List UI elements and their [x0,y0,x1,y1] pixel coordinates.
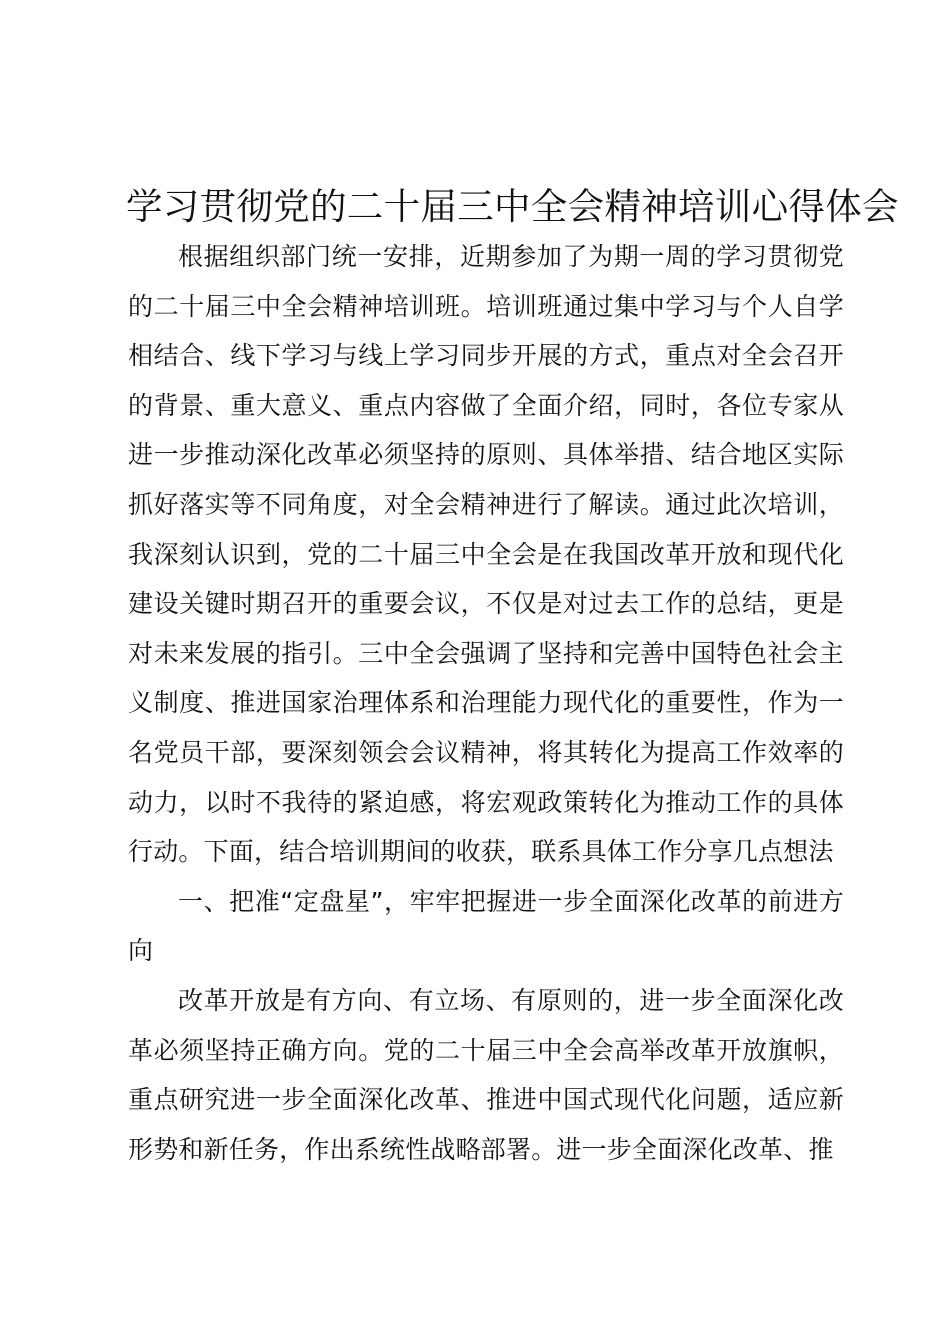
document-title: 学习贯彻党的二十届三中全会精神培训心得体会 [126,185,899,228]
paragraph-intro: 根据组织部门统一安排，近期参加了为期一周的学习贯彻党的二十届三中全会精神培训班。培训班通过集中学习与个人自学相结合、线下学习与线上学习同步开展的方式，重点对全会召开的背景、重大意义、重点内容做了全面介绍，同时，各位专家从进一步推动深化改革必须坚持的原则、具体举措、结合地区实际抓好落实等不同角度，对全会精神进行了解读。通过此次培训，我深刻认识到，党的二十届三中全会是在我国改革开放和现代化建设关键时期召开的重要会议，不仅是对过去工作的总结，更是对未来发展的指引。三中全会强调了坚持和完善中国特色社会主义制度、推进国家治理体系和治理能力现代化的重要性，作为一名党员干部，要深刻领会会议精神，将其转化为提高工作效率的动力，以时不我待的紧迫感，将宏观政策转化为推动工作的具体行动。下面，结合培训期间的收获，联系具体工作分享几点想法 [128,242,844,867]
document-body [128,232,844,1174]
section-heading-1: 一、把准“定盘星”，牢牢把握进一步全面深化改革的前进方向 [128,886,844,966]
paragraph-section-1: 改革开放是有方向、有立场、有原则的，进一步全面深化改革必须坚持正确方向。党的二十届三中全会高举改革开放旗帜，重点研究进一步全面深化改革、推进中国式现代化问题，适应新形势和新任务，作出系统性战略部署。进一步全面深化改革、推 [128,985,844,1164]
